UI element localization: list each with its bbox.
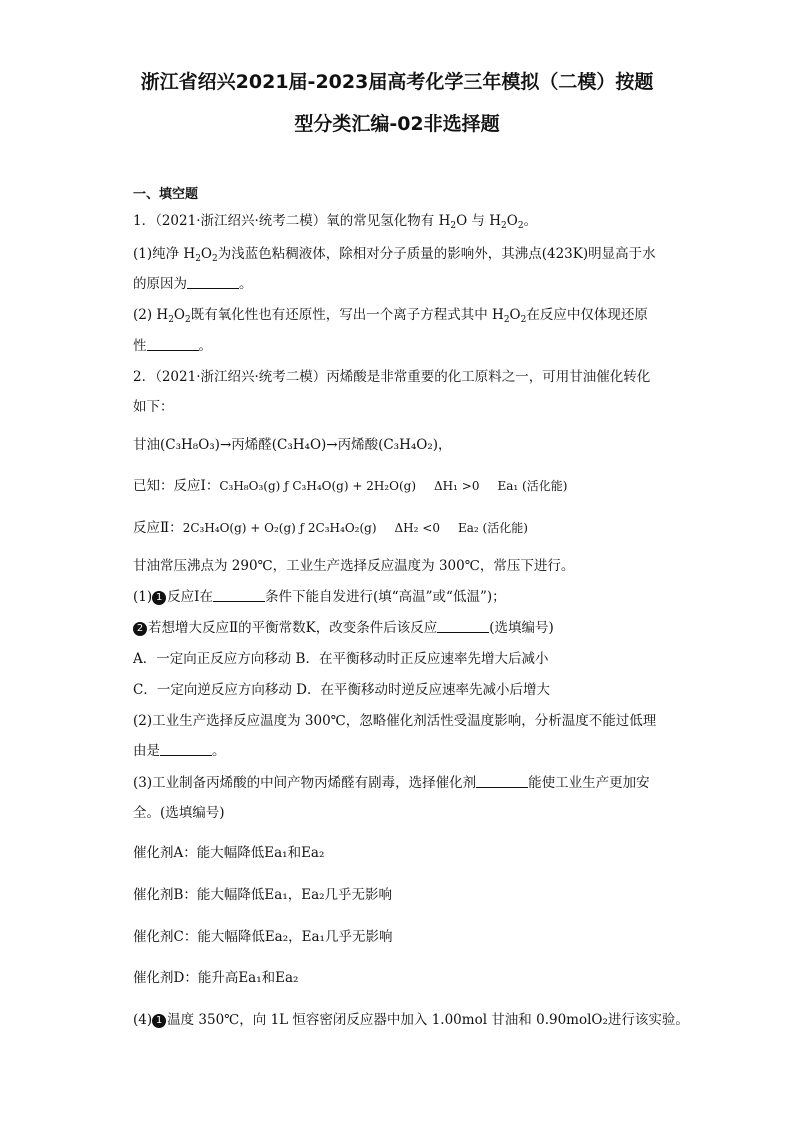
catalyst-c: 催化剂C：能大幅降低Ea₂，Ea₁几乎无影响 bbox=[133, 929, 393, 945]
q2-part1-sub2: 2 若想增大反应Ⅱ的平衡常数K，改变条件后该反应 (选填编号) bbox=[133, 618, 554, 638]
catalyst-b: 催化剂B：能大幅降低Ea₁，Ea₂几乎无影响 bbox=[133, 887, 393, 903]
q1-part2-line1: (2) $H_2O_2$既有氧化性也有还原性，写出一个离子方程式其中 $H_2O_2$在反应中仅体现还原 bbox=[133, 307, 648, 325]
reaction-2-equation: 2C₃H₄O(g) + O₂(g) ƒ 2C₃H₄O₂(g) bbox=[182, 521, 377, 535]
reaction-1-enthalpy: ΔH₁ >0 bbox=[434, 479, 480, 493]
document-title-line-1: 浙江省绍兴2021届-2023届高考化学三年模拟（二模）按题 bbox=[140, 71, 654, 93]
reaction-2-enthalpy: ΔH₂ <0 bbox=[394, 521, 440, 535]
q2-conditions: 甘油常压沸点为 290℃，工业生产选择反应温度为 300℃，常压下进行。 bbox=[133, 558, 575, 574]
q1-part2-line2: 性 。 bbox=[133, 338, 212, 354]
answer-blank[interactable] bbox=[187, 276, 239, 289]
reaction-2: 反应Ⅱ：2C₃H₄O(g) + O₂(g) ƒ 2C₃H₄O₂(g) ΔH₂ <0 Ea₂ (活化能) bbox=[133, 520, 528, 536]
q1-part1-line1: (1)纯净 $H_2O_2$为浅蓝色粘稠液体，除相对分子质量的影响外，其沸点(423K)明显高于水 bbox=[133, 246, 656, 264]
reaction-2-activation-energy: Ea₂ (活化能) bbox=[457, 521, 528, 535]
q2-part2-line2: 由是 。 bbox=[133, 743, 226, 759]
q1-heading: 1．（2021·浙江绍兴·统考二模）氧的常见氢化物有 $H_2O$ 与 $H_2O_2$。 bbox=[133, 213, 538, 231]
answer-blank[interactable] bbox=[160, 743, 212, 756]
q2-heading-line2: 如下： bbox=[133, 399, 174, 415]
q2-part3-line2: 全。(选填编号) bbox=[133, 805, 225, 821]
answer-blank[interactable] bbox=[213, 589, 265, 602]
circled-number-icon: 2 bbox=[133, 622, 147, 636]
answer-blank[interactable] bbox=[476, 775, 528, 788]
answer-blank[interactable] bbox=[147, 338, 199, 351]
q2-heading: 2．（2021·浙江绍兴·统考二模）丙烯酸是非常重要的化工原料之一，可用甘油催化转化 bbox=[133, 369, 651, 385]
q2-reaction-chain: 甘油(C₃H₈O₃)→丙烯醛(C₃H₄O)→丙烯酸(C₃H₄O₂)， bbox=[133, 437, 452, 453]
reaction-1: 已知：反应Ⅰ：C₃H₈O₃(g) ƒ C₃H₄O(g) + 2H₂O(g) ΔH₁ >0 Ea₁ (活化能) bbox=[133, 478, 568, 494]
q2-part3-line1: (3)工业制备丙烯酸的中间产物丙烯醛有剧毒，选择催化剂 能使工业生产更加安 bbox=[133, 775, 650, 791]
q2-options-ab: A．一定向正反应方向移动 B．在平衡移动时正反应速率先增大后减小 bbox=[133, 651, 549, 667]
catalyst-d: 催化剂D：能升高Ea₁和Ea₂ bbox=[133, 970, 299, 986]
reaction-1-equation: C₃H₈O₃(g) ƒ C₃H₄O(g) + 2H₂O(g) bbox=[219, 479, 417, 493]
section-heading: 一、填空题 bbox=[133, 187, 199, 202]
catalyst-a: 催化剂A：能大幅降低Ea₁和Ea₂ bbox=[133, 845, 325, 861]
document-title-line-2: 型分类汇编-02非选择题 bbox=[294, 113, 500, 135]
circled-number-icon: 1 bbox=[152, 591, 166, 605]
circled-number-icon: 1 bbox=[152, 1014, 166, 1028]
answer-blank[interactable] bbox=[437, 620, 489, 633]
q2-options-cd: C．一定向逆反应方向移动 D．在平衡移动时逆反应速率先减小后增大 bbox=[133, 682, 550, 698]
q2-part1-sub1: (1) 1 反应Ⅰ在 条件下能自发进行(填“高温”或“低温”)； bbox=[133, 589, 506, 605]
q2-part2-line1: (2)工业生产选择反应温度为 300℃，忽略催化剂活性受温度影响，分析温度不能过低理 bbox=[133, 713, 657, 729]
q1-part1-line2: 的原因为 。 bbox=[133, 276, 253, 292]
reaction-1-activation-energy: Ea₁ (活化能) bbox=[497, 479, 568, 493]
q2-part4-line1: (4) 1 温度 350℃，向 1L 恒容密闭反应器中加入 1.00mol 甘油和 0.90molO₂进行该实验。 bbox=[133, 1012, 689, 1028]
